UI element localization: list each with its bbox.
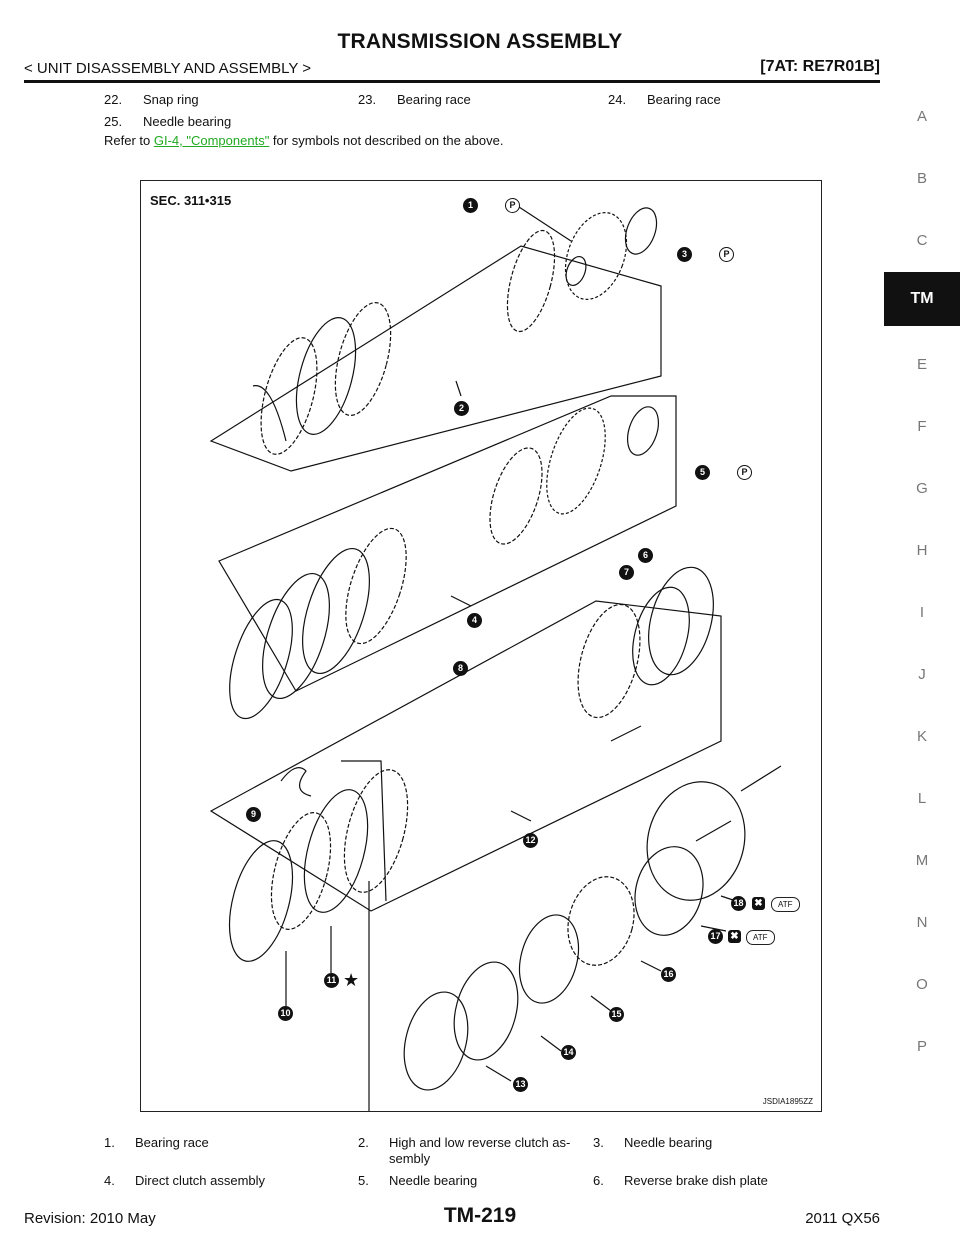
- section-number-label: SEC. 311•315: [150, 193, 232, 208]
- snapring-10: [218, 834, 304, 968]
- plate-4c: [289, 541, 382, 682]
- drum-4: [535, 401, 617, 521]
- dish-plate-6: [638, 560, 724, 682]
- part-25-number: 25.: [104, 114, 123, 129]
- group-outline-4: [219, 396, 676, 691]
- page-number: TM-219: [443, 1204, 517, 1227]
- legend-2-number: 2.: [358, 1135, 369, 1150]
- legend-5-number: 5.: [358, 1173, 369, 1188]
- callout-10: 10: [278, 1006, 293, 1021]
- callout-2: 2: [454, 401, 469, 416]
- callout-17: 17: [708, 929, 723, 944]
- legend-6-name: Reverse brake dish plate: [624, 1173, 768, 1188]
- page-title: TRANSMISSION ASSEMBLY: [337, 30, 623, 53]
- part-25-name: Needle bearing: [143, 114, 232, 129]
- leader-18-lines: [696, 766, 781, 841]
- side-index-p[interactable]: P: [916, 1038, 927, 1055]
- side-index-c[interactable]: C: [916, 232, 928, 249]
- callout-12: 12: [523, 833, 538, 848]
- side-index-h[interactable]: H: [916, 542, 928, 559]
- part-22-number: 22.: [104, 92, 123, 107]
- model-code: [7AT: RE7R01B]: [760, 58, 880, 75]
- leader-14: [541, 1036, 561, 1051]
- plate-8d: [260, 806, 341, 935]
- p-mark-3: P: [719, 247, 734, 262]
- piston-16: [558, 869, 643, 972]
- callout-9: 9: [246, 807, 261, 822]
- side-index-k[interactable]: K: [916, 728, 927, 745]
- side-index-b[interactable]: B: [916, 170, 927, 187]
- legend-1-name: Bearing race: [135, 1135, 209, 1150]
- callout-5: 5: [695, 465, 710, 480]
- side-index-o[interactable]: O: [916, 976, 928, 993]
- side-index-l[interactable]: L: [917, 790, 927, 807]
- plate-8c: [293, 783, 380, 919]
- legend-3-number: 3.: [593, 1135, 604, 1150]
- legend-6-number: 6.: [593, 1173, 604, 1188]
- side-index-j[interactable]: J: [918, 666, 926, 683]
- snapring-4: [217, 592, 305, 726]
- leader-13: [486, 1066, 511, 1081]
- callout-11: 11: [324, 973, 339, 988]
- side-index-a[interactable]: A: [916, 108, 927, 125]
- legend-2-name: High and low reverse clutch as- sembly: [389, 1135, 571, 1166]
- snapring-13: [394, 985, 478, 1097]
- plate-2d: [250, 332, 327, 460]
- leader-12: [511, 811, 531, 821]
- spring-9: [281, 768, 311, 796]
- leader-2: [456, 381, 461, 396]
- leader-16: [641, 961, 661, 971]
- star-mark-11: ★: [343, 970, 360, 990]
- legend-5-name: Needle bearing: [389, 1173, 478, 1188]
- x-mark-17: ✖: [728, 930, 741, 943]
- p-mark-5: P: [737, 465, 752, 480]
- figure-id: JSDIA1895ZZ: [762, 1097, 813, 1106]
- snapring-2: [253, 386, 286, 441]
- section-breadcrumb: < UNIT DISASSEMBLY AND ASSEMBLY >: [24, 60, 312, 77]
- part-24-number: 24.: [608, 92, 627, 107]
- ring-15: [510, 908, 587, 1009]
- plate-8a: [567, 598, 651, 725]
- side-index-e[interactable]: E: [916, 356, 927, 373]
- legend-1-number: 1.: [104, 1135, 115, 1150]
- seal-17: [625, 839, 712, 943]
- plate-4b: [334, 521, 419, 651]
- plate-4a: [480, 442, 553, 551]
- callout-6: 6: [638, 548, 653, 563]
- callout-3: 3: [677, 247, 692, 262]
- legend-3-name: Needle bearing: [624, 1135, 713, 1150]
- callout-1: 1: [463, 198, 478, 213]
- side-index-g[interactable]: G: [916, 480, 928, 497]
- part-24-name: Bearing race: [647, 92, 721, 107]
- side-index-i[interactable]: I: [919, 604, 925, 621]
- plate-14: [444, 955, 528, 1067]
- refer-prefix: Refer to: [104, 133, 154, 148]
- bearing-5: [622, 403, 664, 459]
- plate-8b: [333, 763, 420, 899]
- callout-16: 16: [661, 967, 676, 982]
- exploded-view-figure: [140, 180, 822, 1112]
- plate-2a: [498, 226, 564, 337]
- callout-13: 13: [513, 1077, 528, 1092]
- callout-18: 18: [731, 896, 746, 911]
- x-mark-18: ✖: [752, 897, 765, 910]
- callout-4: 4: [467, 613, 482, 628]
- side-index-m[interactable]: M: [915, 852, 929, 869]
- part-23-name: Bearing race: [397, 92, 471, 107]
- side-index-f[interactable]: F: [917, 418, 927, 435]
- atf-label-18: ATF: [771, 897, 800, 912]
- drum-1: [554, 204, 637, 308]
- exploded-view-drawing: [141, 181, 823, 1113]
- leader-4: [451, 596, 471, 606]
- legend-4-number: 4.: [104, 1173, 115, 1188]
- side-index-tm-active[interactable]: TM: [884, 272, 960, 326]
- leader-1: [519, 207, 571, 241]
- side-index-n[interactable]: N: [916, 914, 928, 931]
- legend-4-name: Direct clutch assembly: [135, 1173, 266, 1188]
- part-23-number: 23.: [358, 92, 377, 107]
- p-mark-1: P: [505, 198, 520, 213]
- refer-suffix: for symbols not described on the above.: [269, 133, 504, 148]
- callout-15: 15: [609, 1007, 624, 1022]
- refer-note: [104, 133, 503, 148]
- callout-8: 8: [453, 661, 468, 676]
- callout-7: 7: [619, 565, 634, 580]
- header-rule: [24, 80, 880, 83]
- atf-label-17: ATF: [746, 930, 775, 945]
- plate-2c: [285, 311, 366, 440]
- leader-15: [591, 996, 611, 1011]
- components-link[interactable]: GI-4, "Components": [153, 133, 270, 148]
- plate-2b: [325, 297, 401, 421]
- leader-8: [611, 726, 641, 741]
- part-22-name: Snap ring: [143, 92, 199, 107]
- vehicle-model: 2011 QX56: [805, 1210, 880, 1227]
- revision-date: Revision: 2010 May: [24, 1210, 156, 1227]
- callout-14: 14: [561, 1045, 576, 1060]
